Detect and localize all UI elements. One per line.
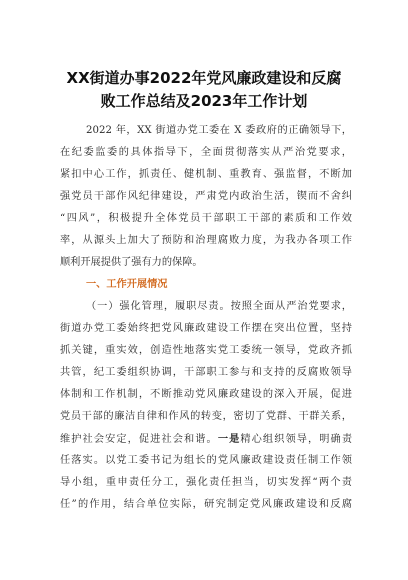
document-title-line-1: XX街道办事2022年党风廉政建设和反腐	[66, 69, 342, 87]
intro-line: 顺利开展提供了强有力的保障。	[60, 257, 203, 268]
body-line-mixed	[60, 432, 352, 447]
body-line: （一）强化管理，履职尽责。按照全面从严治党要求，	[86, 301, 352, 312]
intro-line: 紧扣中心工作，抓责任、健机制、重教育、强监督，不断加	[60, 169, 352, 180]
body-line: 导小组，重申责任分工，强化责任担当，切实发挥“两个责	[60, 477, 352, 488]
body-line: 体制和工作机制，不断推动党风廉政建设的深入开展，促进	[60, 389, 352, 400]
inline-bold-marker: 一是	[217, 433, 241, 445]
body-line: 抓关键，重实效，创造性地落实党工委统一领导，党政齐抓	[60, 345, 352, 356]
body-line: 任落实。以党工委书记为组长的党风廉政建设责任制工作领	[60, 455, 352, 466]
intro-line: 在纪委监委的具体指导下，全面贯彻落实从严治党要求，	[60, 147, 352, 158]
section-heading: 一、工作开展情况	[86, 279, 168, 290]
body-line: 任”的作用，结合单位实际，研究制定党风廉政建设和反腐	[60, 499, 352, 510]
body-line: 街道办党工委始终把党风廉政建设工作摆在突出位置，坚持	[60, 323, 352, 334]
document-title-line-2: 败工作总结及2023年工作计划	[100, 92, 308, 110]
intro-line: 率，从源头上加大了预防和治理腐败力度，为我办各项工作	[60, 235, 352, 246]
body-line-segment: 精心组织领导，明确责	[240, 434, 353, 445]
body-line: 共管，纪工委组织协调，干部职工参与和支持的反腐败领导	[60, 367, 352, 378]
intro-line: 强党员干部作风纪律建设，严肃党内政治生活，锲而不舍纠	[60, 191, 352, 202]
body-line: 党员干部的廉洁自律和作风的转变，密切了党群、干群关系，	[60, 411, 352, 422]
body-line-segment: 维护社会安定，促进社会和谐。	[60, 434, 218, 445]
intro-line: “四风”，积极提升全体党员干部职工干部的素质和工作效	[60, 213, 352, 224]
intro-line: 2022 年，XX 街道办党工委在 X 委政府的正确领导下，	[86, 125, 352, 136]
